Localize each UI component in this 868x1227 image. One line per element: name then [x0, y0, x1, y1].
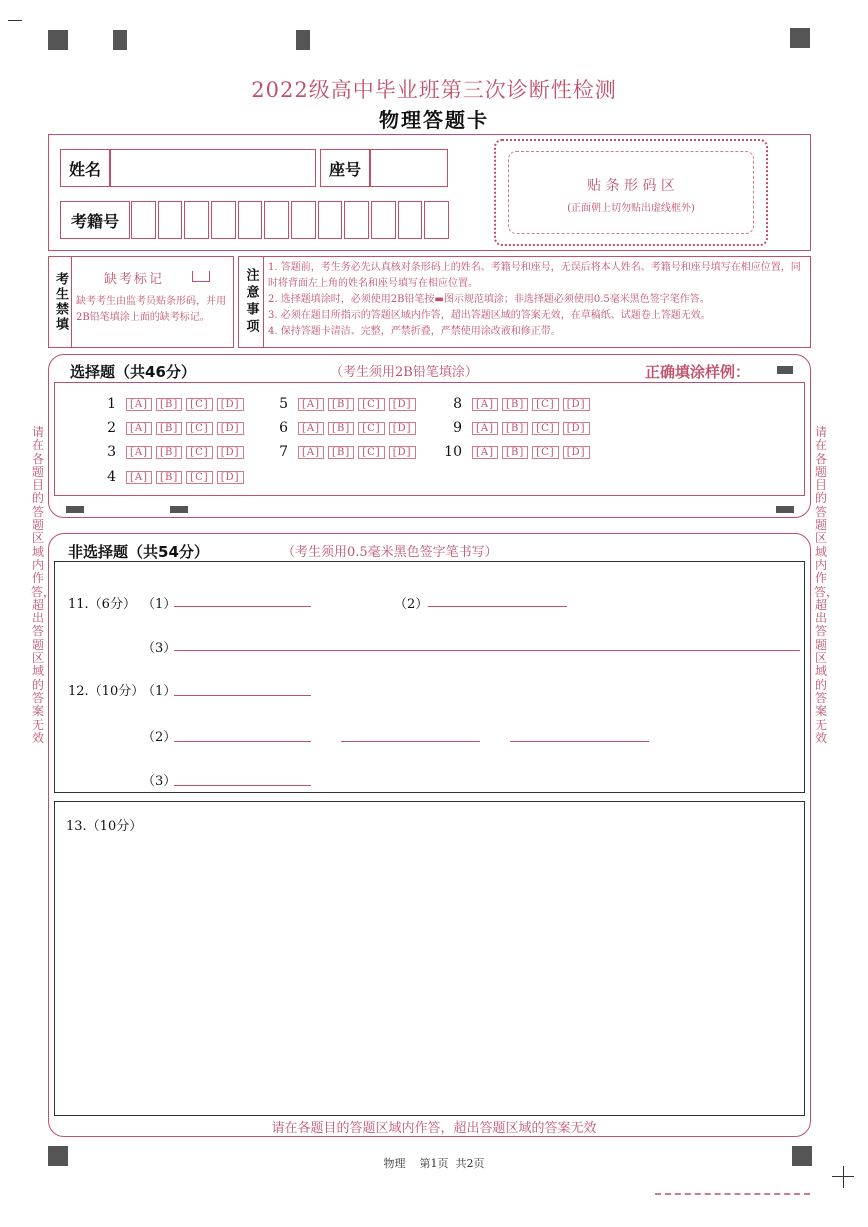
sample-label: 正确填涂样例： — [645, 363, 751, 381]
note-item: 1. 答题前，考生务必先认真核对条形码上的姓名、考籍号和座号，无误后将本人姓名、考籍号和座号填写在相应位置，同时将背面左上角的姓名和座号填写在相应位置。 — [268, 262, 801, 289]
q12-part2-blank-b[interactable] — [341, 741, 480, 742]
question-11-label: 11.（6分） — [68, 597, 136, 612]
option-a[interactable]: [A] — [126, 398, 152, 411]
timing-mark — [776, 506, 794, 513]
option-d[interactable]: [D] — [389, 422, 416, 435]
answer-box-13[interactable] — [54, 801, 805, 1116]
exam-id-box[interactable] — [318, 201, 343, 239]
choice-note: （考生须用2B铅笔填涂） — [330, 365, 478, 380]
option-group[interactable] — [126, 471, 248, 484]
nonchoice-note: （考生须用0.5毫米黑色签字笔书写） — [282, 545, 498, 560]
name-field[interactable] — [110, 149, 316, 187]
note-item: 2. 选择题填涂时，必须使用2B铅笔按▬图示规范填涂；非选择题必须使用0.5毫米黑色签字笔作答。 — [268, 294, 710, 305]
timing-mark — [66, 506, 84, 513]
exam-id-boxes[interactable] — [131, 201, 449, 239]
question-number: 6 — [279, 420, 288, 436]
question-row[interactable] — [268, 444, 420, 460]
option-group[interactable] — [298, 422, 420, 435]
q12-part2-label: （2） — [142, 730, 177, 745]
exam-id-box[interactable] — [238, 201, 263, 239]
exam-id-box[interactable] — [424, 201, 449, 239]
q11-part1-label: （1） — [142, 597, 177, 612]
exam-id-label: 考籍号 — [60, 201, 130, 239]
option-group[interactable] — [472, 422, 594, 435]
seat-field[interactable] — [370, 149, 448, 187]
timing-mark — [113, 30, 127, 50]
option-group[interactable] — [472, 446, 594, 459]
page-title: 2022级高中毕业班第三次诊断性检测 — [251, 78, 617, 102]
restricted-divider — [71, 256, 72, 348]
option-b[interactable]: [B] — [156, 446, 182, 459]
exam-id-box[interactable] — [264, 201, 289, 239]
option-d[interactable]: [D] — [389, 446, 416, 459]
option-b[interactable]: [B] — [328, 422, 354, 435]
option-group[interactable] — [126, 446, 248, 459]
name-label: 姓名 — [60, 149, 110, 187]
question-row[interactable] — [96, 420, 248, 436]
bottom-warning: 请在各题目的答题区域内作答，超出答题区域的答案无效 — [271, 1121, 597, 1136]
timing-mark — [170, 506, 188, 513]
option-c[interactable]: [C] — [532, 398, 558, 411]
question-row[interactable] — [268, 420, 420, 436]
question-row[interactable] — [268, 396, 420, 412]
barcode-area[interactable] — [494, 139, 768, 246]
option-b[interactable]: [B] — [156, 471, 182, 484]
option-b[interactable]: [B] — [502, 422, 528, 435]
q12-part3-blank[interactable] — [174, 785, 311, 786]
option-b[interactable]: [B] — [328, 398, 354, 411]
option-c[interactable]: [C] — [186, 398, 212, 411]
option-b[interactable]: [B] — [156, 398, 182, 411]
option-b[interactable]: [B] — [156, 422, 182, 435]
side-warning-left: 请在各题目的答题区域内作答，超出答题区域的答案无效 — [31, 425, 56, 745]
question-row[interactable] — [96, 396, 248, 412]
question-row[interactable] — [442, 396, 594, 412]
notes-divider — [263, 256, 264, 348]
question-number: 9 — [453, 420, 462, 436]
option-group[interactable] — [298, 398, 420, 411]
option-a[interactable]: [A] — [126, 446, 152, 459]
option-a[interactable]: [A] — [126, 422, 152, 435]
absent-mark-label: 缺考标记 — [104, 272, 165, 287]
question-row[interactable] — [96, 444, 248, 460]
notes-side-label: 注意事项 — [243, 268, 259, 336]
option-c[interactable]: [C] — [186, 422, 212, 435]
q11-part2-label: （2） — [394, 597, 429, 612]
option-a[interactable]: [A] — [298, 446, 324, 459]
q12-part1-label: （1） — [142, 684, 177, 699]
choice-heading: 选择题（共46分） — [70, 363, 196, 381]
q11-part3-label: （3） — [142, 641, 177, 656]
option-group[interactable] — [126, 398, 248, 411]
question-number: 3 — [107, 444, 116, 460]
option-b[interactable]: [B] — [502, 446, 528, 459]
option-c[interactable]: [C] — [358, 398, 384, 411]
exam-id-box[interactable] — [344, 201, 369, 239]
option-d[interactable]: [D] — [563, 422, 590, 435]
footer-total: 共2页 — [455, 1157, 485, 1170]
page-subtitle: 物理答题卡 — [379, 108, 489, 132]
note-item: 4. 保持答题卡清洁、完整，严禁折叠，严禁使用涂改液和修正带。 — [268, 326, 561, 337]
timing-mark — [790, 28, 810, 48]
barcode-note: (正面朝上切勿贴出虚线框外) — [567, 203, 695, 214]
footer — [0, 1155, 868, 1171]
q11-part3-blank[interactable] — [174, 650, 800, 651]
note-item: 3. 必须在题目所指示的答题区域内作答，超出答题区域的答案无效，在草稿纸、试题卷上答题无效。 — [268, 310, 711, 321]
q12-part1-blank[interactable] — [174, 695, 311, 696]
option-group[interactable] — [472, 398, 594, 411]
q12-part2-blank-c[interactable] — [510, 741, 649, 742]
exam-id-box[interactable] — [211, 201, 236, 239]
option-d[interactable]: [D] — [217, 471, 244, 484]
option-b[interactable]: [B] — [328, 446, 354, 459]
exam-id-box[interactable] — [158, 201, 183, 239]
question-number: 10 — [444, 444, 462, 460]
question-number: 8 — [453, 396, 462, 412]
option-a[interactable]: [A] — [472, 422, 498, 435]
footer-page: 第1页 — [419, 1157, 449, 1170]
option-c[interactable]: [C] — [358, 446, 384, 459]
question-number: 5 — [279, 396, 288, 412]
option-group[interactable] — [126, 422, 248, 435]
exam-id-box[interactable] — [291, 201, 316, 239]
sample-fill — [777, 366, 793, 374]
option-a[interactable]: [A] — [472, 398, 498, 411]
question-row[interactable] — [442, 420, 594, 436]
option-c[interactable]: [C] — [532, 446, 558, 459]
question-row[interactable] — [96, 469, 248, 485]
option-a[interactable]: [A] — [298, 422, 324, 435]
question-number: 1 — [107, 396, 116, 412]
timing-mark — [296, 30, 310, 50]
exam-id-box[interactable] — [131, 201, 156, 239]
exam-id-box[interactable] — [184, 201, 209, 239]
question-row[interactable] — [442, 444, 594, 460]
exam-id-box[interactable] — [371, 201, 396, 239]
absent-mark-box[interactable] — [192, 271, 210, 282]
corner-line — [8, 20, 22, 21]
nonchoice-heading: 非选择题（共54分） — [68, 543, 209, 561]
option-d[interactable]: [D] — [217, 398, 244, 411]
seat-label: 座号 — [320, 149, 370, 187]
option-c[interactable]: [C] — [186, 446, 212, 459]
notes-list — [268, 260, 808, 340]
q11-part2-blank[interactable] — [428, 606, 567, 607]
question-12-label: 12.（10分） — [68, 684, 145, 699]
option-d[interactable]: [D] — [563, 446, 590, 459]
option-c[interactable]: [C] — [358, 422, 384, 435]
q12-part3-label: （3） — [142, 774, 177, 789]
option-group[interactable] — [298, 446, 420, 459]
footer-subject: 物理 — [383, 1157, 406, 1170]
option-a[interactable]: [A] — [472, 446, 498, 459]
q12-part2-blank-a[interactable] — [174, 741, 311, 742]
option-a[interactable]: [A] — [126, 471, 152, 484]
choice-grid — [96, 396, 616, 486]
option-d[interactable]: [D] — [217, 446, 244, 459]
option-c[interactable]: [C] — [186, 471, 212, 484]
option-d[interactable]: [D] — [563, 398, 590, 411]
question-number: 4 — [107, 469, 116, 485]
q11-part1-blank[interactable] — [174, 606, 311, 607]
question-number: 2 — [107, 420, 116, 436]
option-d[interactable]: [D] — [389, 398, 416, 411]
option-a[interactable]: [A] — [298, 398, 324, 411]
barcode-title: 贴 条 形 码 区 — [587, 178, 675, 194]
dashed-line — [655, 1193, 810, 1195]
restricted-side-label: 考生禁填 — [53, 272, 68, 332]
side-warning-right: 请在各题目的答题区域内作答，超出答题区域的答案无效 — [814, 425, 839, 745]
option-d[interactable]: [D] — [217, 422, 244, 435]
exam-id-box[interactable] — [398, 201, 423, 239]
question-13-label: 13.（10分） — [66, 819, 143, 834]
option-c[interactable]: [C] — [532, 422, 558, 435]
absent-note: 缺考考生由监考员贴条形码，并用2B铅笔填涂上面的缺考标记。 — [76, 296, 226, 323]
timing-mark — [48, 30, 68, 50]
question-number: 7 — [279, 444, 288, 460]
option-b[interactable]: [B] — [502, 398, 528, 411]
